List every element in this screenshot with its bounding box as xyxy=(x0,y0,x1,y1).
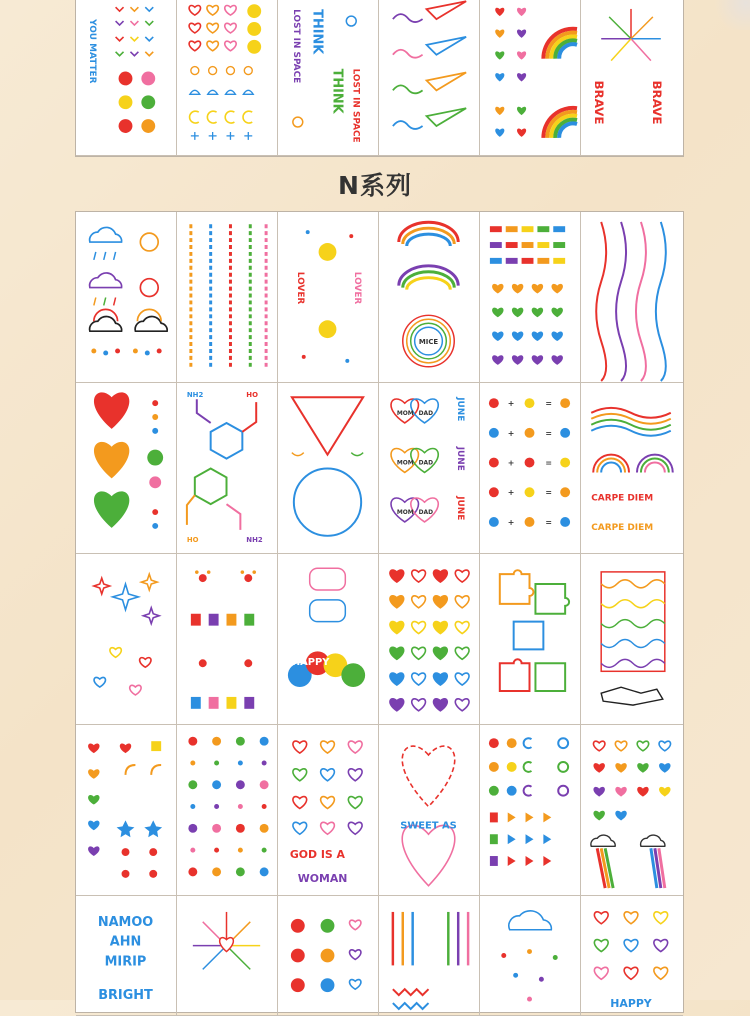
sticker-heart-grid xyxy=(379,554,480,725)
sticker-namoo xyxy=(76,896,177,1016)
sticker-flags-hearts xyxy=(480,212,581,383)
svg-text:THINK: THINK xyxy=(309,9,325,55)
heart-shape xyxy=(455,570,469,582)
svg-text:LOST IN SPACE: LOST IN SPACE xyxy=(350,68,361,143)
you-matter-text: YOU MATTER xyxy=(86,19,97,84)
flower-dot xyxy=(188,867,197,876)
heart-shape xyxy=(412,673,426,685)
flower-dot xyxy=(238,804,243,809)
flower-dot xyxy=(260,737,269,746)
sticker-outline-hearts xyxy=(581,896,683,1016)
svg-text:WOMAN: WOMAN xyxy=(297,871,348,885)
svg-text:BRAVE: BRAVE xyxy=(592,80,607,125)
flower-dot xyxy=(214,804,219,809)
sticker-weather xyxy=(76,212,177,383)
flower-dot xyxy=(214,848,219,853)
sticker-rainbow-hearts xyxy=(480,0,581,156)
svg-text:THINK: THINK xyxy=(329,68,345,114)
sticker-carpe-diem xyxy=(581,383,683,554)
svg-text:JUNE: JUNE xyxy=(455,496,466,521)
svg-text:DAD: DAD xyxy=(418,509,434,517)
sticker-flowers-hearts xyxy=(278,896,379,1016)
svg-text:HO: HO xyxy=(186,535,199,544)
heart-shape xyxy=(390,647,404,659)
flower-dot xyxy=(236,737,245,746)
heart-shape xyxy=(390,699,404,711)
svg-text:NH2: NH2 xyxy=(246,535,263,544)
sticker-wavy-lines xyxy=(581,212,683,383)
section-title: N系列 xyxy=(338,171,412,200)
flower-dot xyxy=(260,780,269,789)
heart-shape xyxy=(455,699,469,711)
heart-shape xyxy=(434,699,448,711)
sticker-paper-planes xyxy=(379,0,480,156)
svg-text:BRAVE: BRAVE xyxy=(649,80,664,125)
heart-shape xyxy=(390,570,404,582)
flower-dot xyxy=(262,804,267,809)
sticker-lover-smiles xyxy=(278,212,379,383)
svg-text:MIRIP: MIRIP xyxy=(104,954,147,970)
svg-text:JUNE: JUNE xyxy=(455,446,466,471)
sticker-emoji-equations xyxy=(480,383,581,554)
flower-dot xyxy=(212,780,221,789)
svg-text:=: = xyxy=(545,517,552,527)
flower-dot xyxy=(190,848,195,853)
heart-shape xyxy=(434,570,448,582)
heart-shape xyxy=(434,596,448,608)
sticker-dotted-lines xyxy=(177,212,278,383)
sticker-cloud-dots xyxy=(480,896,581,1016)
flower-dot xyxy=(188,737,197,746)
sticker-rainbow-big-hearts xyxy=(76,383,177,554)
heart-shape xyxy=(390,622,404,634)
svg-text:+: + xyxy=(507,517,515,527)
flower-dot xyxy=(236,780,245,789)
svg-text:MOM: MOM xyxy=(396,459,414,467)
sticker-brave-fireworks xyxy=(581,0,683,156)
flower-dot xyxy=(190,760,195,765)
svg-text:=: = xyxy=(545,428,552,438)
flower-dot xyxy=(238,760,243,765)
flower-dot xyxy=(260,824,269,833)
heart-shape xyxy=(455,673,469,685)
heart-shape xyxy=(434,673,448,685)
svg-text:DAD: DAD xyxy=(418,459,434,467)
heart-shape xyxy=(434,622,448,634)
sticker-you-matter xyxy=(76,0,177,156)
svg-text:NH2: NH2 xyxy=(186,391,204,400)
svg-text:JUNE: JUNE xyxy=(455,397,466,422)
corner-decoration xyxy=(710,0,750,30)
svg-text:MICE: MICE xyxy=(418,338,439,347)
svg-text:LOVER: LOVER xyxy=(352,271,363,305)
flower-dot xyxy=(236,824,245,833)
sticker-sweet-as xyxy=(379,725,480,896)
svg-text:LOST IN SPACE: LOST IN SPACE xyxy=(290,9,301,84)
sticker-hearts-rainbow-clouds xyxy=(581,725,683,896)
heart-shape xyxy=(455,647,469,659)
svg-text:GOD IS A: GOD IS A xyxy=(289,848,345,862)
svg-text:CARPE DIEM: CARPE DIEM xyxy=(591,493,654,504)
svg-text:NAMOO: NAMOO xyxy=(97,914,154,930)
n-series-sticker-grid xyxy=(75,211,684,1013)
sticker-hearts-weather xyxy=(177,0,278,156)
sticker-triangle-circle xyxy=(278,383,379,554)
heart-shape xyxy=(412,570,426,582)
svg-text:+: + xyxy=(507,458,515,468)
flower-dot xyxy=(188,824,197,833)
top-sticker-grid xyxy=(75,0,684,157)
svg-text:SWEET AS: SWEET AS xyxy=(400,820,457,832)
sticker-sparkles-hearts xyxy=(76,554,177,725)
sticker-geometric-sequence xyxy=(480,725,581,896)
svg-text:=: = xyxy=(545,488,552,498)
sticker-think-lost-in-space xyxy=(278,0,379,156)
heart-shape xyxy=(434,647,448,659)
svg-text:+: + xyxy=(507,399,515,409)
sticker-mom-dad-june xyxy=(379,383,480,554)
heart-shape xyxy=(455,596,469,608)
svg-text:LOVER: LOVER xyxy=(294,271,305,305)
heart-shape xyxy=(412,647,426,659)
flower-dot xyxy=(262,848,267,853)
sticker-shapes-mix xyxy=(76,725,177,896)
svg-text:=: = xyxy=(545,458,552,468)
flower-dot xyxy=(214,760,219,765)
svg-text:=: = xyxy=(545,399,552,409)
svg-text:+: + xyxy=(507,488,515,498)
flower-dot xyxy=(212,867,221,876)
svg-text:BRIGHT: BRIGHT xyxy=(98,988,153,1004)
sticker-molecule xyxy=(177,383,278,554)
flower-dot xyxy=(262,760,267,765)
heart-shape xyxy=(412,622,426,634)
svg-text:CARPE DIEM: CARPE DIEM xyxy=(591,523,654,534)
flower-dot xyxy=(190,804,195,809)
sticker-rainbow-bars xyxy=(379,896,480,1016)
heart-shape xyxy=(390,673,404,685)
svg-text:AHN: AHN xyxy=(109,934,142,950)
svg-text:MOM: MOM xyxy=(396,509,414,517)
heart-shape xyxy=(390,596,404,608)
flower-dot xyxy=(236,867,245,876)
svg-text:HO: HO xyxy=(246,391,258,400)
svg-text:+: + xyxy=(507,428,515,438)
sticker-rainbow-net-hand xyxy=(581,554,683,725)
sticker-rainbow-mice xyxy=(379,212,480,383)
svg-text:DAD: DAD xyxy=(418,410,434,418)
flower-dot xyxy=(212,824,221,833)
flower-dot xyxy=(188,780,197,789)
sticker-cat-paws xyxy=(177,554,278,725)
flower-dot xyxy=(212,737,221,746)
sticker-flower-dots xyxy=(177,725,278,896)
svg-text:HAPPY: HAPPY xyxy=(291,657,330,669)
svg-text:MOM: MOM xyxy=(396,410,414,418)
sticker-sun-heart xyxy=(177,896,278,1016)
heart-shape xyxy=(412,596,426,608)
svg-text:HAPPY: HAPPY xyxy=(610,997,652,1011)
heart-shape xyxy=(412,699,426,711)
sticker-happy-balloons xyxy=(278,554,379,725)
sticker-puzzle-pieces xyxy=(480,554,581,725)
sticker-god-is-a-woman xyxy=(278,725,379,896)
flower-dot xyxy=(260,867,269,876)
heart-shape xyxy=(455,622,469,634)
flower-dot xyxy=(238,848,243,853)
